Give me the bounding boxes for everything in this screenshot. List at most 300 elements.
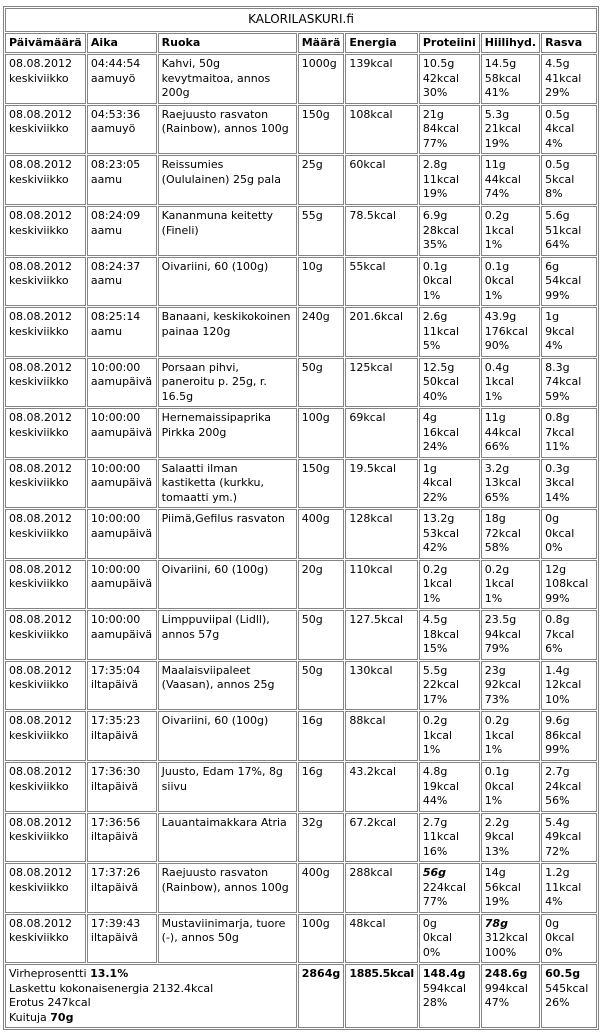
weekday-text: keskiviikko <box>9 122 69 136</box>
percent-value: 79% <box>484 642 510 656</box>
kcal-value: 18kcal <box>422 627 460 641</box>
grams-value: 2.7g <box>422 815 448 829</box>
kcal-value: 11kcal <box>422 830 460 844</box>
col-header-carbs: Hiilihyd. <box>481 33 540 54</box>
percent-value: 73% <box>484 692 510 706</box>
carbs-cell <box>481 358 540 408</box>
percent-value: 4% <box>545 895 563 909</box>
kcal-value: 7kcal <box>545 627 575 641</box>
amount-cell: 150g <box>298 105 345 155</box>
time-cell <box>87 54 157 104</box>
time-cell <box>87 105 157 155</box>
weekday-text: keskiviikko <box>9 931 69 945</box>
percent-value: 11% <box>545 440 570 454</box>
grams-value: 1g <box>545 310 560 324</box>
kcal-value: 9kcal <box>484 830 514 844</box>
grams-value: 10.5g <box>422 57 455 71</box>
protein-cell <box>419 711 480 761</box>
kcal-value: 11kcal <box>422 172 460 186</box>
period-text: aamupäivä <box>90 577 153 591</box>
col-header-time: Aika <box>87 33 157 54</box>
fat-cell <box>541 408 597 458</box>
percent-value: 74% <box>484 187 510 201</box>
amount-cell: 10g <box>298 257 345 307</box>
weekday-text: keskiviikko <box>9 172 69 186</box>
grams-value: 14g <box>484 866 506 880</box>
time-text: 04:53:36 <box>90 107 141 121</box>
date-cell <box>5 358 86 408</box>
col-header-energy: Energia <box>345 33 417 54</box>
energy-cell: 60kcal <box>345 155 417 205</box>
percent-value: 41% <box>484 86 510 100</box>
fat-cell <box>541 155 597 205</box>
kcal-value: 0kcal <box>545 526 575 540</box>
percent-value: 24% <box>422 440 448 454</box>
energy-cell: 139kcal <box>345 54 417 104</box>
date-cell <box>5 509 86 559</box>
date-text: 08.08.2012 <box>9 663 72 677</box>
carbs-cell <box>481 762 540 812</box>
grams-value: 2.6g <box>422 310 448 324</box>
date-cell <box>5 459 86 509</box>
grams-value: 0.2g <box>484 208 510 222</box>
fat-cell <box>541 813 597 863</box>
protein-cell <box>419 459 480 509</box>
protein-cell <box>419 863 480 913</box>
grams-value: 4g <box>422 411 437 425</box>
food-log-row <box>5 307 597 357</box>
percent-value: 59% <box>545 389 570 403</box>
protein-cell <box>419 560 480 610</box>
kcal-value: 56kcal <box>484 880 521 894</box>
grams-value: 4.5g <box>422 613 448 627</box>
date-text: 08.08.2012 <box>9 360 72 374</box>
weekday-text: keskiviikko <box>9 627 69 641</box>
percent-value: 99% <box>545 591 570 605</box>
weekday-text: keskiviikko <box>9 476 69 490</box>
amount-cell: 400g <box>298 863 345 913</box>
grams-value: 0.4g <box>484 360 510 374</box>
grams-value: 2.7g <box>545 765 570 778</box>
time-text: 10:00:00 <box>90 562 141 576</box>
grams-value: 6.9g <box>422 208 448 222</box>
protein-cell <box>419 307 480 357</box>
percent-value: 6% <box>545 642 563 656</box>
percent-value: 1% <box>422 591 441 605</box>
food-cell: Kahvi, 50g kevytmaitoa, annos 200g <box>158 54 297 104</box>
period-text: iltapäivä <box>90 830 139 844</box>
date-text: 08.08.2012 <box>9 57 72 71</box>
percent-value: 1% <box>484 288 503 302</box>
grams-value: 11g <box>484 411 506 425</box>
grams-value: 23.5g <box>484 613 517 627</box>
time-cell <box>87 509 157 559</box>
date-text: 08.08.2012 <box>9 866 72 880</box>
percent-value: 1% <box>484 591 503 605</box>
amount-cell: 1000g <box>298 54 345 104</box>
percent-value: 17% <box>422 692 448 706</box>
grams-value: 23g <box>484 663 506 677</box>
percent-value: 13% <box>484 844 510 858</box>
time-cell <box>87 661 157 711</box>
grams-value: 12g <box>545 562 567 576</box>
weekday-text: keskiviikko <box>9 425 69 439</box>
percent-value: 15% <box>422 642 448 656</box>
date-cell <box>5 560 86 610</box>
amount-cell: 400g <box>298 509 345 559</box>
weekday-text: keskiviikko <box>9 526 69 540</box>
fat-cell <box>541 206 597 256</box>
title-row <box>5 8 597 32</box>
time-cell <box>87 914 157 964</box>
grams-value: 5.4g <box>545 815 570 829</box>
kcal-value: 84kcal <box>422 122 460 136</box>
kcal-value: 58kcal <box>484 71 521 85</box>
kcal-value: 0kcal <box>422 274 453 288</box>
kcal-value: 9kcal <box>545 324 575 338</box>
food-log-row <box>5 560 597 610</box>
date-cell <box>5 610 86 660</box>
percent-value: 0% <box>422 945 441 959</box>
kcal-value: 5kcal <box>545 172 575 186</box>
kcal-value: 44kcal <box>484 425 521 439</box>
percent-value: 77% <box>422 136 448 150</box>
food-cell: Hernemaissipaprika Pirkka 200g <box>158 408 297 458</box>
amount-cell: 16g <box>298 711 345 761</box>
grams-value: 0.1g <box>484 765 510 778</box>
amount-cell: 100g <box>298 408 345 458</box>
food-log-row <box>5 358 597 408</box>
kcal-value: 16kcal <box>422 425 460 439</box>
food-cell: Raejuusto rasvaton (Rainbow), annos 100g <box>158 863 297 913</box>
summary-line-calculated-energy: Laskettu kokonaisenergia 2132.4kcal <box>9 981 214 995</box>
amount-cell: 32g <box>298 813 345 863</box>
time-cell <box>87 863 157 913</box>
grams-value: 18g <box>484 512 506 526</box>
percent-value: 100% <box>484 945 517 959</box>
grams-value: 0.5g <box>545 107 570 121</box>
grams-value: 1.4g <box>545 663 570 677</box>
grams-value: 3.2g <box>484 461 510 475</box>
time-text: 10:00:00 <box>90 512 141 526</box>
date-cell <box>5 863 86 913</box>
weekday-text: keskiviikko <box>9 577 69 591</box>
amount-cell: 100g <box>298 914 345 964</box>
col-header-fat: Rasva <box>541 33 597 54</box>
amount-cell: 150g <box>298 459 345 509</box>
kcal-value: 22kcal <box>422 678 460 692</box>
kcal-value: 224kcal <box>422 880 467 894</box>
date-cell <box>5 711 86 761</box>
energy-cell: 43.2kcal <box>345 762 417 812</box>
period-text: iltapäivä <box>90 678 139 692</box>
carbs-cell <box>481 54 540 104</box>
percent-value: 35% <box>422 238 448 252</box>
grams-value: 12.5g <box>422 360 455 374</box>
protein-cell <box>419 105 480 155</box>
carbs-cell <box>481 813 540 863</box>
carbs-cell <box>481 610 540 660</box>
fat-cell <box>541 105 597 155</box>
kcal-value: 28kcal <box>422 223 460 237</box>
amount-cell: 16g <box>298 762 345 812</box>
food-log-row <box>5 813 597 863</box>
date-cell <box>5 762 86 812</box>
time-text: 17:35:23 <box>90 714 141 728</box>
amount-cell: 50g <box>298 610 345 660</box>
kcal-value: 312kcal <box>484 931 528 945</box>
date-text: 08.08.2012 <box>9 512 72 526</box>
percent-value: 8% <box>545 187 563 201</box>
kcal-value: 49kcal <box>545 830 582 844</box>
percent-value: 1% <box>484 238 503 252</box>
time-text: 17:35:04 <box>90 663 141 677</box>
energy-cell: 201.6kcal <box>345 307 417 357</box>
grams-value: 2.2g <box>484 815 510 829</box>
time-cell <box>87 813 157 863</box>
protein-cell <box>419 914 480 964</box>
kcal-value: 1kcal <box>422 728 453 742</box>
weekday-text: keskiviikko <box>9 71 69 85</box>
carbs-cell <box>481 307 540 357</box>
date-text: 08.08.2012 <box>9 765 72 778</box>
amount-cell: 50g <box>298 358 345 408</box>
food-log-row <box>5 661 597 711</box>
kcal-value: 1kcal <box>484 375 514 389</box>
period-text: iltapäivä <box>90 728 139 742</box>
period-text: aamu <box>90 172 123 186</box>
date-text: 08.08.2012 <box>9 411 72 425</box>
kcal-value: 53kcal <box>422 526 460 540</box>
energy-cell: 110kcal <box>345 560 417 610</box>
grams-value: 8.3g <box>545 360 570 374</box>
percent-value: 40% <box>422 389 448 403</box>
grams-value: 0.1g <box>422 259 448 273</box>
food-log-row <box>5 408 597 458</box>
time-cell <box>87 257 157 307</box>
percent-value: 19% <box>484 136 510 150</box>
grams-value: 6g <box>545 259 560 273</box>
grams-value: 0.2g <box>422 714 448 728</box>
calorie-log-table <box>3 6 599 1030</box>
carbs-cell <box>481 560 540 610</box>
food-cell: Banaani, keskikokoinen painaa 120g <box>158 307 297 357</box>
kcal-value: 176kcal <box>484 324 528 338</box>
percent-value: 19% <box>422 187 448 201</box>
protein-cell <box>419 54 480 104</box>
weekday-text: keskiviikko <box>9 880 69 894</box>
percent-value: 1% <box>484 794 503 808</box>
food-cell: Kananmuna keitetty (Fineli) <box>158 206 297 256</box>
percent-value: 77% <box>422 895 448 909</box>
time-text: 08:23:05 <box>90 158 141 172</box>
grams-value: 11g <box>484 158 506 172</box>
total-carbs-cell <box>481 964 540 1028</box>
kcal-value: 12kcal <box>545 678 582 692</box>
amount-cell: 50g <box>298 661 345 711</box>
date-cell <box>5 54 86 104</box>
carbs-cell <box>481 863 540 913</box>
time-cell <box>87 459 157 509</box>
date-cell <box>5 307 86 357</box>
kcal-value: 0kcal <box>545 931 575 945</box>
percent-value: 1% <box>422 743 441 757</box>
energy-cell: 19.5kcal <box>345 459 417 509</box>
carbs-cell <box>481 459 540 509</box>
page-title: KALORILASKURI.fi <box>5 8 597 32</box>
food-cell: Juusto, Edam 17%, 8g siivu <box>158 762 297 812</box>
food-log-row <box>5 509 597 559</box>
period-text: aamupäivä <box>90 526 153 540</box>
kcal-value: 11kcal <box>422 324 460 338</box>
percent-value: 66% <box>484 440 510 454</box>
date-cell <box>5 661 86 711</box>
percent-value: 26% <box>545 996 570 1010</box>
food-cell: Piimä,Gefilus rasvaton <box>158 509 297 559</box>
energy-cell: 55kcal <box>345 257 417 307</box>
grams-value: 0.5g <box>545 158 570 172</box>
fat-cell <box>541 509 597 559</box>
header-row <box>5 33 597 54</box>
time-text: 17:36:30 <box>90 765 141 778</box>
kcal-value: 94kcal <box>484 627 521 641</box>
percent-value: 1% <box>484 389 503 403</box>
kcal-value: 1kcal <box>484 577 514 591</box>
time-cell <box>87 358 157 408</box>
grams-value: 0.1g <box>484 259 510 273</box>
kcal-value: 74kcal <box>545 375 582 389</box>
date-cell <box>5 206 86 256</box>
period-text: aamu <box>90 274 123 288</box>
grams-value: 56g <box>422 866 447 880</box>
date-text: 08.08.2012 <box>9 714 72 728</box>
summary-line-difference: Erotus 247kcal <box>9 996 91 1010</box>
period-text: aamu <box>90 223 123 237</box>
energy-cell: 288kcal <box>345 863 417 913</box>
food-cell: Raejuusto rasvaton (Rainbow), annos 100g <box>158 105 297 155</box>
percent-value: 10% <box>545 692 570 706</box>
total-amount-cell: 2864g <box>298 964 345 1028</box>
food-cell: Salaatti ilman kastiketta (kurkku, tomaatti ym.) <box>158 459 297 509</box>
weekday-text: keskiviikko <box>9 223 69 237</box>
energy-cell: 125kcal <box>345 358 417 408</box>
date-text: 08.08.2012 <box>9 310 72 324</box>
amount-cell: 20g <box>298 560 345 610</box>
kcal-value: 3kcal <box>545 476 575 490</box>
time-cell <box>87 155 157 205</box>
grams-value: 0g <box>545 512 560 526</box>
fat-cell <box>541 459 597 509</box>
percent-value: 1% <box>484 743 503 757</box>
carbs-cell <box>481 711 540 761</box>
food-log-row <box>5 206 597 256</box>
food-cell: Porsaan pihvi, paneroitu p. 25g, r. 16.5g <box>158 358 297 408</box>
fat-cell <box>541 307 597 357</box>
kcal-value: 545kcal <box>545 981 589 995</box>
carbs-cell <box>481 408 540 458</box>
time-cell <box>87 711 157 761</box>
fat-cell <box>541 54 597 104</box>
weekday-text: keskiviikko <box>9 678 69 692</box>
grams-value: 248.6g <box>484 967 528 981</box>
time-text: 10:00:00 <box>90 360 141 374</box>
food-log-row <box>5 459 597 509</box>
protein-cell <box>419 358 480 408</box>
fat-cell <box>541 358 597 408</box>
food-cell: Maalaisviipaleet (Vaasan), annos 25g <box>158 661 297 711</box>
food-cell: Reissumies (Oululainen) 25g pala <box>158 155 297 205</box>
time-text: 10:00:00 <box>90 613 141 627</box>
protein-cell <box>419 155 480 205</box>
carbs-cell <box>481 914 540 964</box>
grams-value: 0.3g <box>545 461 570 475</box>
energy-cell: 69kcal <box>345 408 417 458</box>
food-cell: Lauantaimakkara Atria <box>158 813 297 863</box>
percent-value: 0% <box>545 945 563 959</box>
grams-value: 9.6g <box>545 714 570 728</box>
kcal-value: 594kcal <box>422 981 467 995</box>
date-text: 08.08.2012 <box>9 461 72 475</box>
summary-line-fiber: Kuituja 70g <box>9 1010 74 1024</box>
date-text: 08.08.2012 <box>9 916 72 930</box>
time-cell <box>87 560 157 610</box>
period-text: aamupäivä <box>90 375 153 389</box>
percent-value: 19% <box>484 895 510 909</box>
grams-value: 78g <box>484 916 508 930</box>
grams-value: 4.5g <box>545 57 570 71</box>
food-cell: Oivariini, 60 (100g) <box>158 711 297 761</box>
food-log-row <box>5 155 597 205</box>
grams-value: 60.5g <box>545 967 581 981</box>
time-text: 04:44:54 <box>90 57 141 71</box>
date-text: 08.08.2012 <box>9 107 72 121</box>
col-header-protein: Proteiini <box>419 33 480 54</box>
grams-value: 5.6g <box>545 208 570 222</box>
food-log-row <box>5 914 597 964</box>
fat-cell <box>541 560 597 610</box>
food-cell: Oivariini, 60 (100g) <box>158 560 297 610</box>
summary-cell <box>5 964 297 1028</box>
period-text: iltapäivä <box>90 931 139 945</box>
percent-value: 47% <box>484 996 510 1010</box>
time-cell <box>87 307 157 357</box>
grams-value: 148.4g <box>422 967 466 981</box>
col-header-date: Päivämäärä <box>5 33 86 54</box>
kcal-value: 44kcal <box>484 172 521 186</box>
energy-cell: 48kcal <box>345 914 417 964</box>
fat-cell <box>541 711 597 761</box>
time-text: 10:00:00 <box>90 411 141 425</box>
food-cell: Limppuviipal (Lidll), annos 57g <box>158 610 297 660</box>
period-text: iltapäivä <box>90 880 139 894</box>
percent-value: 64% <box>545 238 570 252</box>
percent-value: 4% <box>545 136 563 150</box>
kcal-value: 54kcal <box>545 274 582 288</box>
date-text: 08.08.2012 <box>9 815 72 829</box>
food-log-row <box>5 863 597 913</box>
grams-value: 13.2g <box>422 512 455 526</box>
protein-cell <box>419 509 480 559</box>
kcal-value: 108kcal <box>545 577 589 591</box>
energy-cell: 130kcal <box>345 661 417 711</box>
kcal-value: 1kcal <box>484 728 514 742</box>
carbs-cell <box>481 206 540 256</box>
kcal-value: 13kcal <box>484 476 521 490</box>
time-text: 17:36:56 <box>90 815 141 829</box>
fat-cell <box>541 863 597 913</box>
food-cell: Oivariini, 60 (100g) <box>158 257 297 307</box>
fat-cell <box>541 257 597 307</box>
